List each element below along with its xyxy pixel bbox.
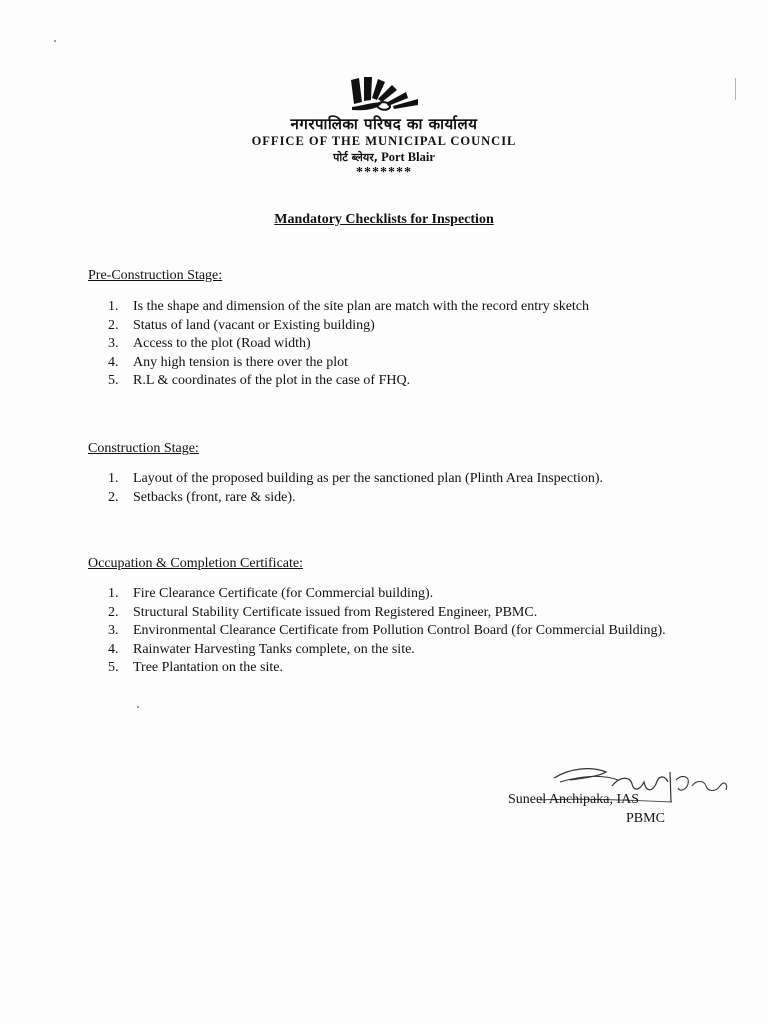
item-number: 3. (108, 623, 119, 639)
checklist-item (108, 354, 678, 373)
item-number: 2. (108, 489, 119, 505)
scan-edge-mark (735, 78, 736, 100)
checklist-item (108, 317, 678, 336)
office-location-english: Port Blair (381, 150, 435, 164)
item-text: Layout of the proposed building as per the sanctioned plan (Plinth Area Inspection). (133, 471, 604, 486)
checklist-construction (108, 470, 678, 507)
document-heading (0, 212, 768, 228)
municipal-council-logo (346, 74, 432, 114)
checklist-item (108, 372, 678, 391)
checklist-item (108, 604, 678, 623)
item-text: R.L & coordinates of the plot in the case of FHQ. (133, 373, 411, 389)
item-number: 4. (108, 354, 119, 370)
office-title-hindi: नगरपालिका परिषद का कार्यालय (290, 115, 478, 133)
checklist-item (108, 641, 678, 660)
item-text: Structural Stability Certificate issued from Registered Engineer, PBMC. (133, 604, 538, 620)
item-number: 3. (108, 336, 119, 352)
item-text: Tree Plantation on the site. (133, 660, 283, 676)
section-title-occupation-completion: Occupation & Completion Certificate: (88, 556, 303, 571)
checklist-item (108, 335, 678, 354)
header-separator-stars: ******* (356, 165, 412, 180)
checklist-item (108, 298, 678, 317)
item-text: Rainwater Harvesting Tanks complete, on the site. (133, 641, 415, 657)
office-location (0, 150, 768, 165)
item-number: 5. (108, 373, 119, 389)
checklist-item (108, 470, 678, 489)
item-number: 2. (108, 604, 119, 620)
checklist-item (108, 489, 678, 508)
item-number: 1. (108, 471, 119, 486)
checklist-item (108, 659, 678, 678)
item-text: Any high tension is there over the plot (133, 354, 349, 370)
item-text: Access to the plot (Road width) (133, 336, 311, 352)
item-text: Environmental Clearance Certificate from Pollution Control Board (for Commercial Building). (133, 623, 666, 639)
document-heading-text: Mandatory Checklists for Inspection (274, 212, 494, 227)
signatory-name: Suneel Anchipaka, IAS (508, 792, 640, 807)
scan-speck (54, 40, 56, 42)
item-text: Is the shape and dimension of the site plan are match with the record entry sketch (133, 299, 590, 314)
item-number: 4. (108, 641, 119, 657)
item-number: 1. (108, 299, 119, 314)
checklist-item (108, 622, 678, 641)
scan-speck (137, 706, 139, 708)
item-text: Fire Clearance Certificate (for Commercial building). (133, 586, 434, 601)
item-text: Setbacks (front, rare & side). (133, 489, 296, 505)
item-number: 2. (108, 317, 119, 333)
item-number: 1. (108, 586, 119, 601)
section-title-construction: Construction Stage: (88, 441, 199, 456)
section-title-pre-construction: Pre-Construction Stage: (88, 268, 223, 283)
signatory-organization: PBMC (626, 811, 665, 826)
checklist-pre-construction (108, 298, 678, 391)
checklist-occupation-completion (108, 585, 678, 678)
item-text: Status of land (vacant or Existing building) (133, 317, 375, 333)
item-number: 5. (108, 660, 119, 676)
checklist-item (108, 585, 678, 604)
office-title: OFFICE OF THE MUNICIPAL COUNCIL (251, 134, 517, 148)
office-location-hindi: पोर्ट ब्लेयर, (333, 151, 378, 164)
